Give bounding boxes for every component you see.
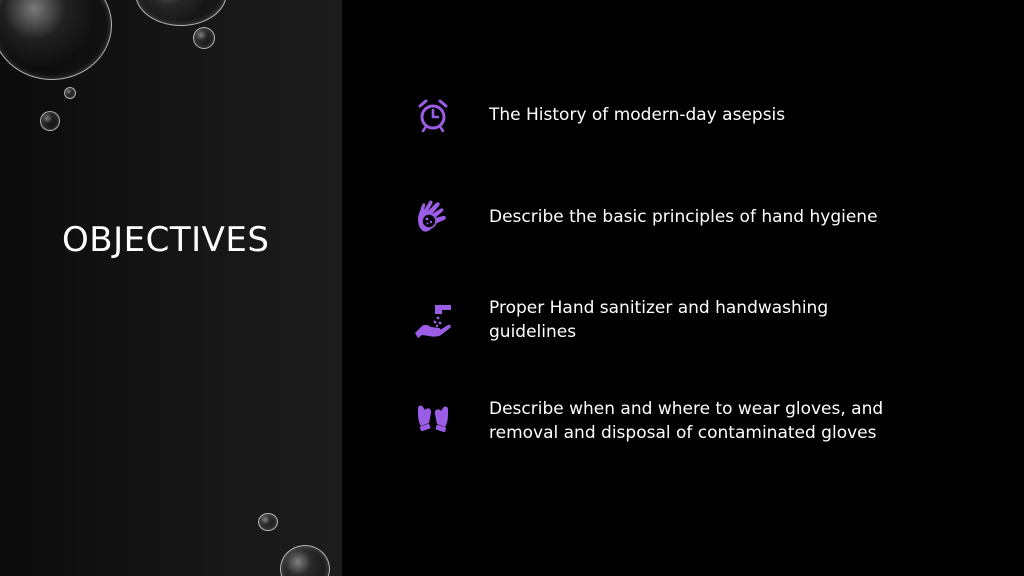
objective-text: Describe when and where to wear gloves, and removal and disposal of contaminated gloves [489, 399, 884, 443]
objective-text: Proper Hand sanitizer and handwashing guidelines [489, 298, 829, 342]
objective-text: Describe the basic principles of hand hygiene [489, 207, 878, 227]
hand-with-germs-icon [410, 194, 456, 240]
hand-washing-faucet-icon [410, 296, 456, 342]
list-item [410, 296, 970, 342]
slide-title: OBJECTIVES [62, 220, 270, 260]
list-item [410, 397, 970, 443]
list-item [410, 92, 970, 138]
alarm-clock-icon [410, 92, 456, 138]
list-item [410, 194, 970, 240]
gloves-icon [410, 397, 456, 443]
objective-text: The History of modern-day asepsis [489, 105, 786, 125]
